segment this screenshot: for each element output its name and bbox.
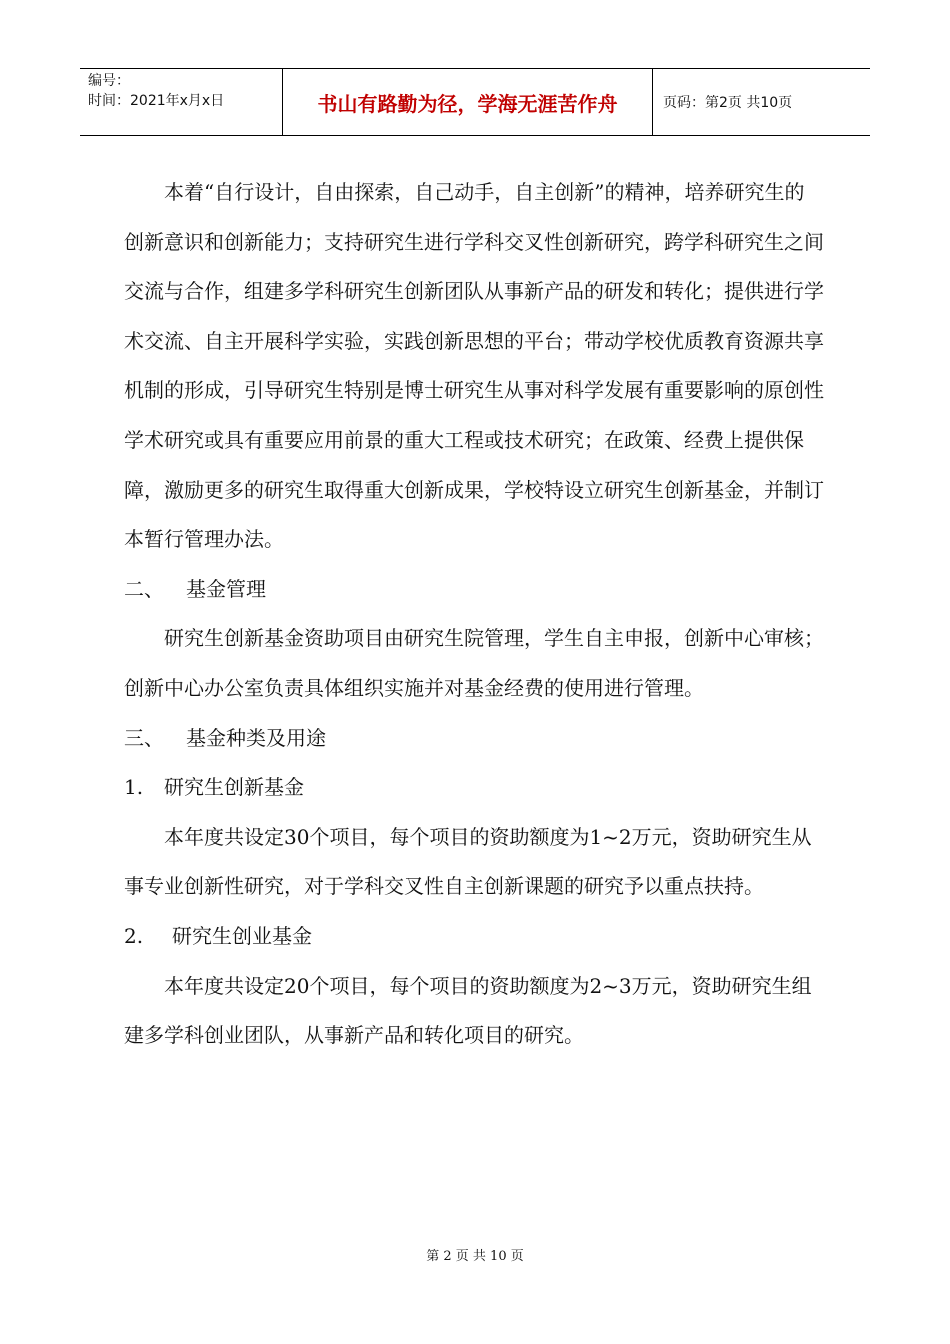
item-heading-2	[124, 912, 824, 962]
header-meta	[80, 69, 283, 135]
item-number: 1.	[124, 775, 144, 800]
item-title: 研究生创业基金	[172, 923, 312, 948]
intro-paragraph: 本着“自行设计，自由探索，自己动手，自主创新”的精神，培养研究生的创新意识和创新能力；支持研究生进行学科交叉性创新研究，跨学科研究生之间交流与合作，组建多学科研究生创新团队从事新产品的研发和转化；提供进行学术交流、自主开展科学实验，实践创新思想的平台；带动学校优质教育资源共享机制的形成，引导研究生特别是博士研究生从事对科学发展有重要影响的原创性学术研究或具有重要应用前景的重大工程或技术研究；在政策、经费上提供保障，激励更多的研究生取得重大创新成果，学校特设立研究生创新基金，并制订本暂行管理办法。	[124, 180, 824, 552]
section-heading-3	[124, 714, 824, 764]
motto-text: 书山有路勤为径，学海无涯苦作舟	[317, 91, 618, 116]
section-title: 基金种类及用途	[186, 725, 326, 750]
item-2-paragraph: 本年度共设定20个项目，每个项目的资助额度为2~3万元，资助研究生组建多学科创业团队，从事新产品和转化项目的研究。	[124, 973, 812, 1048]
item-title: 研究生创新基金	[164, 775, 304, 800]
document-body	[124, 168, 824, 1061]
header-motto-cell	[283, 69, 653, 135]
time-label: 时间：2021年x月x日	[88, 93, 225, 109]
code-label: 编号：	[88, 73, 130, 89]
item-heading-1	[124, 763, 824, 813]
section-2-paragraph: 研究生创新基金资助项目由研究生院管理，学生自主申报，创新中心审核；创新中心办公室负责具体组织实施并对基金经费的使用进行管理。	[124, 626, 824, 700]
section-heading-2	[124, 565, 824, 615]
section-number: 三、	[124, 725, 164, 750]
header-page-info: 页码：第2页 共10页	[663, 95, 793, 111]
page-header	[80, 68, 870, 136]
page-footer: 第 2 页 共 10 页	[426, 1249, 524, 1264]
section-number: 二、	[124, 576, 164, 601]
item-1-paragraph: 本年度共设定30个项目，每个项目的资助额度为1~2万元，资助研究生从事专业创新性研究，对于学科交叉性自主创新课题的研究予以重点扶持。	[124, 824, 812, 899]
section-title: 基金管理	[186, 576, 266, 601]
item-number: 2.	[124, 923, 144, 948]
